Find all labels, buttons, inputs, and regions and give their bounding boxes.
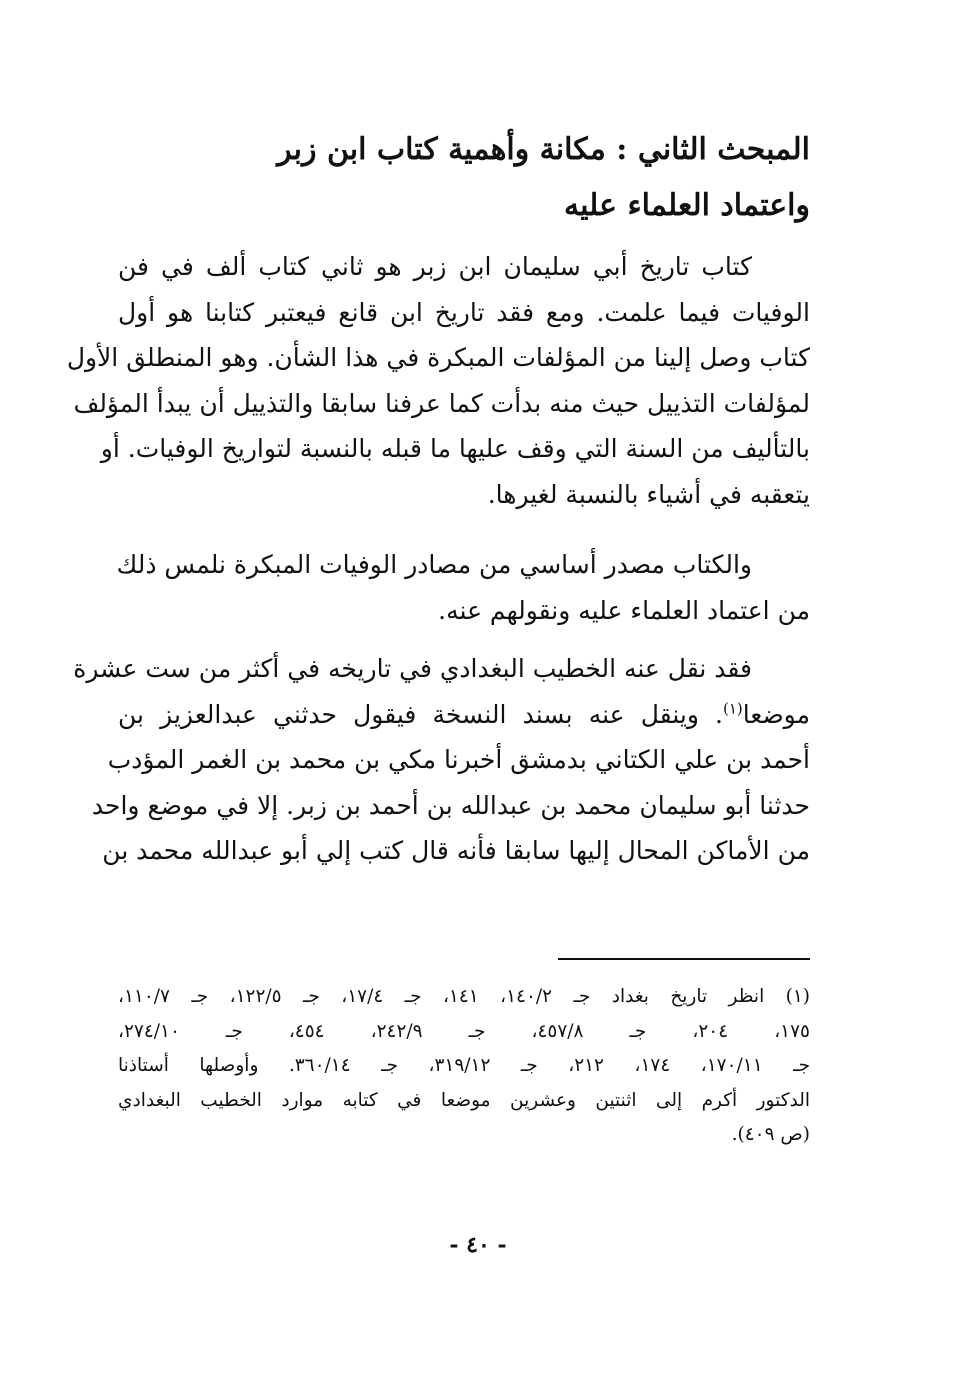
paragraph-line: الوفيات فيما علمت. ومع فقد تاريخ ابن قانع فيعتبر كتابنا هو أول bbox=[118, 297, 810, 327]
paragraph-line-start: موضعا bbox=[742, 699, 810, 729]
paragraph-line: كتاب تاريخ أبي سليمان ابن زبر هو ثاني كتاب ألف في فن bbox=[118, 252, 752, 281]
footnote bbox=[118, 980, 810, 1153]
heading-line-1: المبحث الثاني : مكانة وأهمية كتاب ابن زبر bbox=[277, 132, 810, 167]
paragraph-line: من اعتماد العلماء عليه ونقولهم عنه. bbox=[438, 595, 810, 625]
page-number: - ٤٠ - bbox=[449, 1232, 507, 1258]
paragraph-line: فقد نقل عنه الخطيب البغدادي في تاريخه في أكثر من ست عشرة bbox=[73, 654, 752, 683]
paragraph-line: بالتأليف من السنة التي وقف عليها ما قبله بالنسبة لتواريخ الوفيات. أو bbox=[100, 434, 810, 463]
paragraph-line-with-footnote bbox=[118, 692, 810, 738]
paragraph-1 bbox=[66, 244, 810, 517]
paragraph-line: من الأماكن المحال إليها سابقا فأنه قال كتب إلي أبو عبدالله محمد بن bbox=[102, 836, 810, 865]
footnote-line: جـ ١٧٠/١١، ١٧٤، ٢١٢، جـ ٣١٩/١٢، جـ ٣٦٠/١٤. وأوصلها أستاذنا bbox=[118, 1055, 811, 1076]
footnote-line: ١٧٥، ٢٠٤، جـ ٤٥٧/٨، جـ ٢٤٢/٩، ٤٥٤، جـ ٢٧٤/١٠، bbox=[118, 1020, 810, 1042]
paragraph-3 bbox=[73, 646, 810, 874]
heading-line-2: واعتماد العلماء عليه bbox=[564, 188, 810, 223]
footnote-line: (ص ٤٠٩). bbox=[731, 1124, 810, 1145]
footnote-reference[interactable]: (١) bbox=[723, 699, 743, 718]
paragraph-line: يتعقبه في أشياء بالنسبة لغيرها. bbox=[487, 479, 810, 509]
paragraph-line: حدثنا أبو سليمان محمد بن عبدالله بن أحمد بن زبر. إلا في موضع واحد bbox=[91, 790, 810, 820]
footnote-line: الدكتور أكرم إلى اثنتين وعشرين موضعا في كتابه موارد الخطيب البغدادي bbox=[118, 1089, 810, 1111]
paragraph-line: والكتاب مصدر أساسي من مصادر الوفيات المبكرة نلمس ذلك bbox=[116, 550, 752, 579]
section-heading bbox=[118, 122, 810, 234]
paragraph-line-rest: . وينقل عنه بسند النسخة فيقول حدثني عبدالعزيز بن bbox=[118, 699, 723, 729]
paragraph-line: كتاب وصل إلينا من المؤلفات المبكرة في هذا الشأن. وهو المنطلق الأول bbox=[66, 343, 810, 372]
paragraph-line: أحمد بن علي الكتاني بدمشق أخبرنا مكي بن محمد بن الغمر المؤدب bbox=[107, 745, 810, 774]
paragraph-2 bbox=[118, 542, 810, 633]
footnote-separator bbox=[558, 958, 810, 960]
footnote-line: (١) انظر تاريخ بغداد جـ ١٤٠/٢، ١٤١، جـ ١٧/٤، جـ ١٢٢/٥، جـ ١١٠/٧، bbox=[118, 986, 810, 1007]
paragraph-line: لمؤلفات التذييل حيث منه بدأت كما عرفنا سابقا والتذييل أن يبدأ المؤلف bbox=[73, 388, 810, 418]
